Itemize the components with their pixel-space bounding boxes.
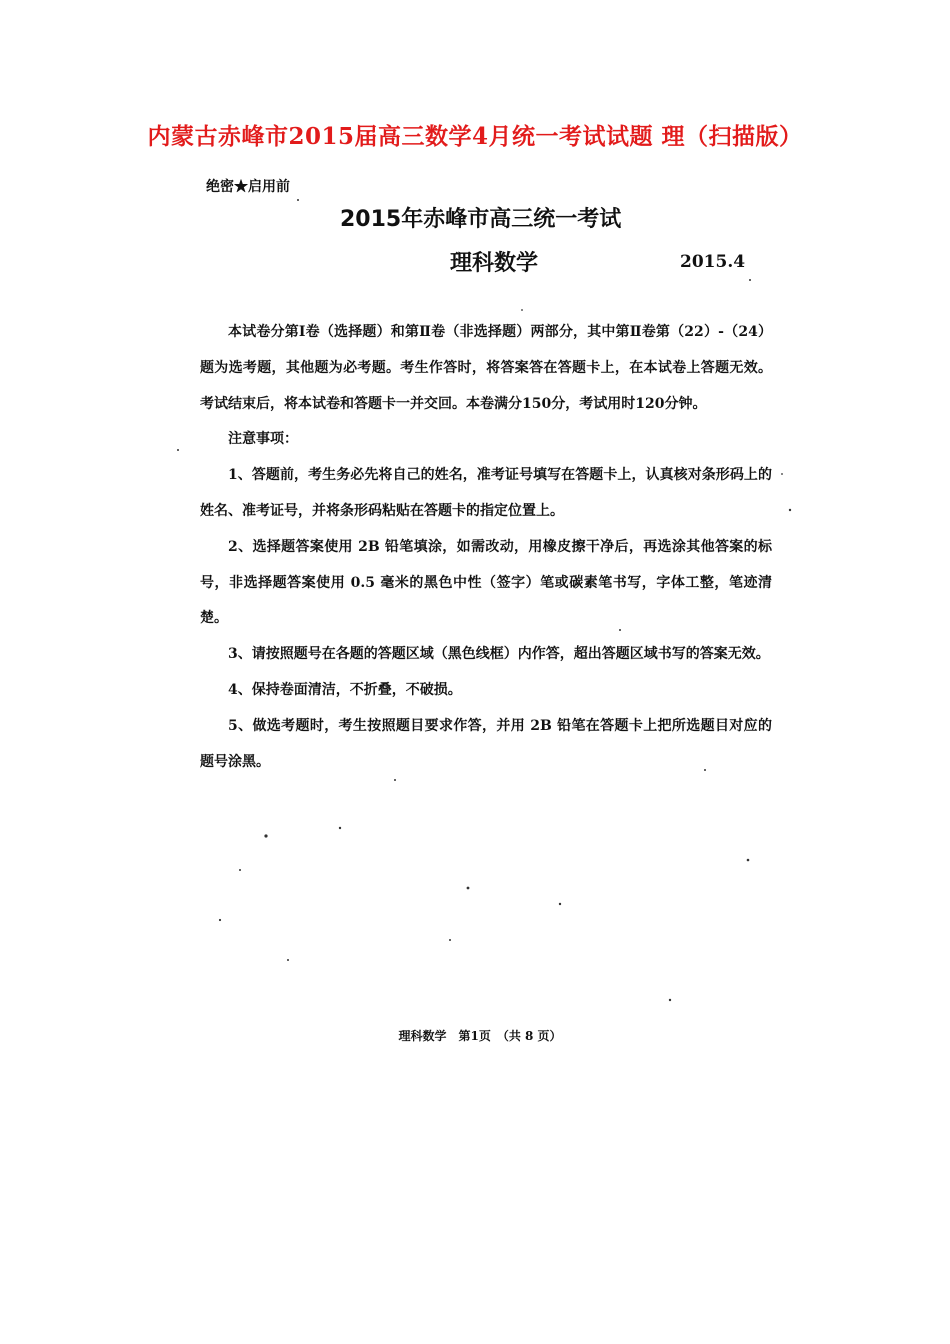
page-footer: 理科数学 第1页 （共 8 页） [398,1029,562,1043]
notice-item: 4、保持卷面清洁，不折叠，不破损。 [228,681,462,698]
exam-title: 2015年赤峰市高三统一考试 [340,207,622,232]
document-title: 内蒙古赤峰市2015届高三数学4月统一考试试题 理（扫描版） [147,123,803,150]
notice-heading: 注意事项： [228,431,298,448]
notice-item: 2、选择题答案使用 2B 铅笔填涂，如需改动，用橡皮擦干净后，再选涂其他答案的标号，非选择题答案使用 0.5 毫米的黑色中性（签字）笔或碳素笔书写，字体工整，笔迹清楚。 [200,538,772,627]
confidential-label: 绝密★启用前 [206,179,290,195]
instructions [200,315,772,780]
intro-paragraph: 本试卷分第Ⅰ卷（选择题）和第Ⅱ卷（非选择题）两部分，其中第Ⅱ卷第（22）-（24）题为选考题，其他题为必考题。考生作答时，将答案答在答题卡上，在本试卷上答题无效。考试结束后，将本试卷和答题卡一并交回。本卷满分150分，考试用时120分钟。 [200,324,772,412]
exam-date: 2015.4 [680,252,746,272]
scanned-exam-page [150,160,810,1060]
notice-item: 5、做选考题时，考生按照题目要求作答，并用 2B 铅笔在答题卡上把所选题目对应的题号涂黑。 [200,717,772,770]
notice-item: 3、请按照题号在各题的答题区域（黑色线框）内作答，超出答题区域书写的答案无效。 [228,646,770,663]
subject-title: 理科数学 [450,251,539,276]
notice-item: 1、答题前，考生务必先将自己的姓名，准考证号填写在答题卡上，认真核对条形码上的姓名、准考证号，并将条形码粘贴在答题卡的指定位置上。 [200,467,772,519]
